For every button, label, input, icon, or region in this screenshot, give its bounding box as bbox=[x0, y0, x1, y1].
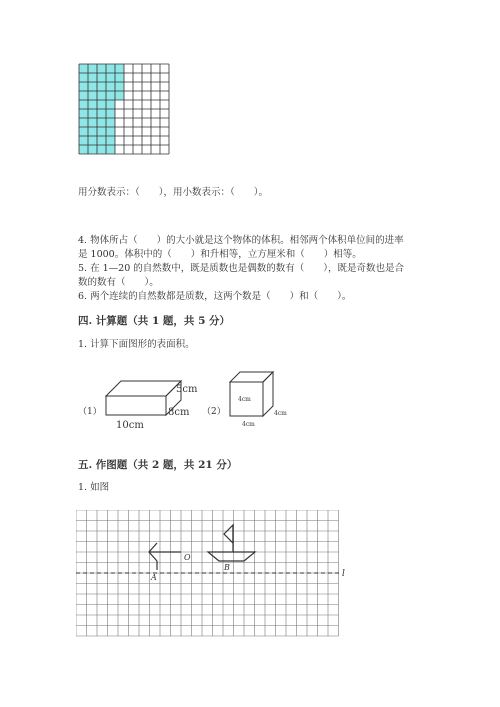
shaded-cell bbox=[97, 127, 106, 136]
shaded-cell bbox=[97, 118, 106, 127]
shaded-cell bbox=[79, 145, 88, 154]
shaded-cell bbox=[97, 73, 106, 82]
shaded-cell bbox=[106, 100, 115, 109]
shaded-cell bbox=[115, 73, 124, 82]
shaded-cell bbox=[106, 82, 115, 91]
shaded-cell bbox=[88, 73, 97, 82]
shaded-cell bbox=[79, 109, 88, 118]
boat-hull-b bbox=[208, 552, 255, 561]
shaded-cell bbox=[88, 136, 97, 145]
shaded-cell bbox=[97, 91, 106, 100]
figure-2-index: （2） bbox=[202, 407, 226, 417]
cube-front-label: 4cm bbox=[238, 396, 251, 403]
question-6: 6. 两个连续的自然数都是质数，这两个数是（ ）和（ ）。 bbox=[78, 291, 352, 302]
shaded-cell bbox=[79, 82, 88, 91]
shaded-cell bbox=[106, 109, 115, 118]
point-label-a: A bbox=[151, 573, 157, 582]
drawing-grid bbox=[76, 510, 356, 642]
cuboid-figure bbox=[76, 370, 206, 430]
shaded-cell bbox=[88, 100, 97, 109]
shaded-cell bbox=[88, 82, 97, 91]
figure-1-index: （1） bbox=[78, 407, 102, 417]
point-label-b: B bbox=[224, 563, 230, 572]
shaded-cell bbox=[97, 82, 106, 91]
hundred-grid bbox=[78, 63, 170, 155]
cube-bottom-label: 4cm bbox=[242, 421, 255, 428]
section-5-title: 五. 作图题（共 2 题，共 21 分） bbox=[78, 459, 238, 471]
shaded-cell bbox=[106, 145, 115, 154]
section-5-question: 1. 如图 bbox=[78, 482, 110, 493]
shaded-cell bbox=[106, 64, 115, 73]
drawing-grid-lines bbox=[76, 510, 339, 636]
shaded-cell bbox=[106, 118, 115, 127]
cube-top-face bbox=[230, 372, 273, 382]
shaded-cell bbox=[115, 91, 124, 100]
fraction-question: 用分数表示：（ ），用小数表示：（ ）。 bbox=[78, 187, 269, 198]
shaded-cell bbox=[88, 109, 97, 118]
shaded-cell bbox=[79, 118, 88, 127]
shaded-cell bbox=[115, 64, 124, 73]
boat-sail-b bbox=[224, 525, 233, 543]
shaded-cell bbox=[97, 100, 106, 109]
cube-figure bbox=[202, 366, 292, 430]
question-5-line-2: 数的数有（ ）。 bbox=[78, 277, 159, 288]
cube-side-label: 4cm bbox=[274, 410, 287, 417]
shaded-cell bbox=[106, 127, 115, 136]
question-4-line-2: 是 1000。体积中的（ ）和升相等，立方厘米和（ ）相等。 bbox=[78, 249, 362, 260]
shaded-cell bbox=[79, 127, 88, 136]
shaded-cell bbox=[79, 136, 88, 145]
shaded-cell bbox=[97, 145, 106, 154]
shaded-cell bbox=[88, 64, 97, 73]
shaded-cell bbox=[79, 91, 88, 100]
section-4-question: 1. 计算下面图形的表面积。 bbox=[78, 339, 195, 350]
point-label-o: O bbox=[184, 553, 191, 562]
shaded-cell bbox=[97, 136, 106, 145]
shaded-cell bbox=[106, 91, 115, 100]
cuboid-width-label: 8cm bbox=[168, 407, 190, 418]
cube-side-face bbox=[263, 372, 273, 416]
shaded-cell bbox=[79, 100, 88, 109]
question-4-line-1: 4. 物体所占（ ）的大小就是这个物体的体积。相邻两个体积单位间的进率 bbox=[78, 235, 404, 246]
shaded-cell bbox=[88, 127, 97, 136]
shaded-cell bbox=[115, 82, 124, 91]
shaded-cell bbox=[79, 73, 88, 82]
cuboid-top-face bbox=[106, 381, 181, 396]
shaded-cell bbox=[88, 145, 97, 154]
cuboid-front-face bbox=[106, 396, 166, 415]
cuboid-length-label: 10cm bbox=[116, 420, 144, 430]
shaded-cell bbox=[88, 91, 97, 100]
line-label-l: l bbox=[342, 569, 345, 579]
shaded-cell bbox=[79, 64, 88, 73]
question-5-line-1: 5. 在 1—20 的自然数中，既是质数也是偶数的数有（ ），既是奇数也是合 bbox=[78, 263, 405, 274]
section-4-title: 四. 计算题（共 1 题，共 5 分） bbox=[78, 315, 231, 327]
cuboid-height-label: 5cm bbox=[176, 384, 198, 395]
shaded-cell bbox=[88, 118, 97, 127]
shaded-cell bbox=[97, 109, 106, 118]
shaded-cell bbox=[106, 136, 115, 145]
shaded-cell bbox=[97, 64, 106, 73]
shaded-cell bbox=[106, 73, 115, 82]
